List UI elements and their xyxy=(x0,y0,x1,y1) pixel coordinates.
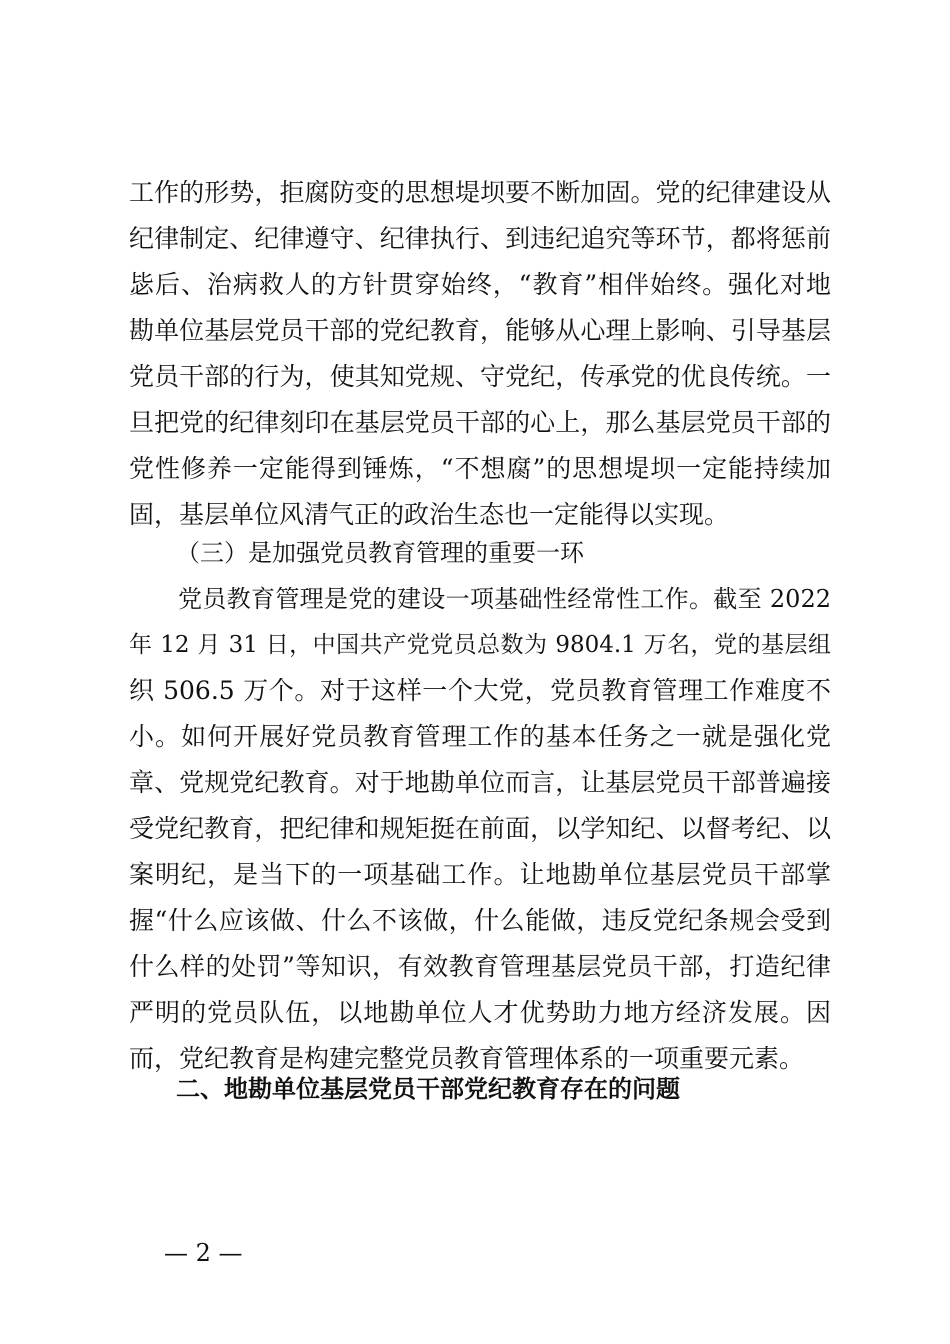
paragraph-line: 握“什么应该做、什么不该做，什么能做，违反党纪条规会受到 xyxy=(129,906,831,935)
subheading: （三）是加强党员教育管理的重要一环 xyxy=(176,539,584,567)
paragraph-line: 勘单位基层党员干部的党纪教育，能够从心理上影响、引导基层 xyxy=(129,316,831,345)
paragraph-line: 党员教育管理是党的建设一项基础性经常性工作。截至 2022 xyxy=(178,585,831,613)
paragraph-line: 旦把党的纪律刻印在基层党员干部的心上，那么基层党员干部的 xyxy=(129,408,831,437)
paragraph-line: 年 12 月 31 日，中国共产党党员总数为 9804.1 万名，党的基层组 xyxy=(129,632,831,658)
paragraph-line: 什么样的处罚”等知识，有效教育管理基层党员干部，打造纪律 xyxy=(129,952,831,981)
paragraph-line: 严明的党员队伍，以地勘单位人才优势助力地方经济发展。因 xyxy=(129,998,831,1027)
paragraph-line: 工作的形势，拒腐防变的思想堤坝要不断加固。党的纪律建设从 xyxy=(129,178,831,207)
paragraph-line: 织 506.5 万个。对于这样一个大党，党员教育管理工作难度不 xyxy=(129,676,831,705)
paragraph-line: 小。如何开展好党员教育管理工作的基本任务之一就是强化党 xyxy=(129,722,831,751)
paragraph-line: 受党纪教育，把纪律和规矩挺在前面，以学知纪、以督考纪、以 xyxy=(129,814,831,843)
paragraph-line: 而，党纪教育是构建完整党员教育管理体系的一项重要元素。 xyxy=(129,1044,805,1073)
page-number: — 2 — xyxy=(164,1239,243,1267)
section-heading: 二、地勘单位基层党员干部党纪教育存在的问题 xyxy=(176,1075,680,1103)
paragraph-line: 案明纪，是当下的一项基础工作。让地勘单位基层党员干部掌 xyxy=(129,860,831,889)
paragraph-line: 毖后、治病救人的方针贯穿始终，“教育”相伴始终。强化对地 xyxy=(129,270,831,299)
paragraph-line: 纪律制定、纪律遵守、纪律执行、到违纪追究等环节，都将惩前 xyxy=(129,224,831,253)
paragraph-line: 章、党规党纪教育。对于地勘单位而言，让基层党员干部普遍接 xyxy=(129,768,831,797)
paragraph-line: 党性修养一定能得到锤炼，“不想腐”的思想堤坝一定能持续加 xyxy=(129,454,831,483)
paragraph-line: 党员干部的行为，使其知党规、守党纪，传承党的优良传统。一 xyxy=(129,362,831,391)
paragraph-line: 固，基层单位风清气正的政治生态也一定能得以实现。 xyxy=(129,500,730,529)
